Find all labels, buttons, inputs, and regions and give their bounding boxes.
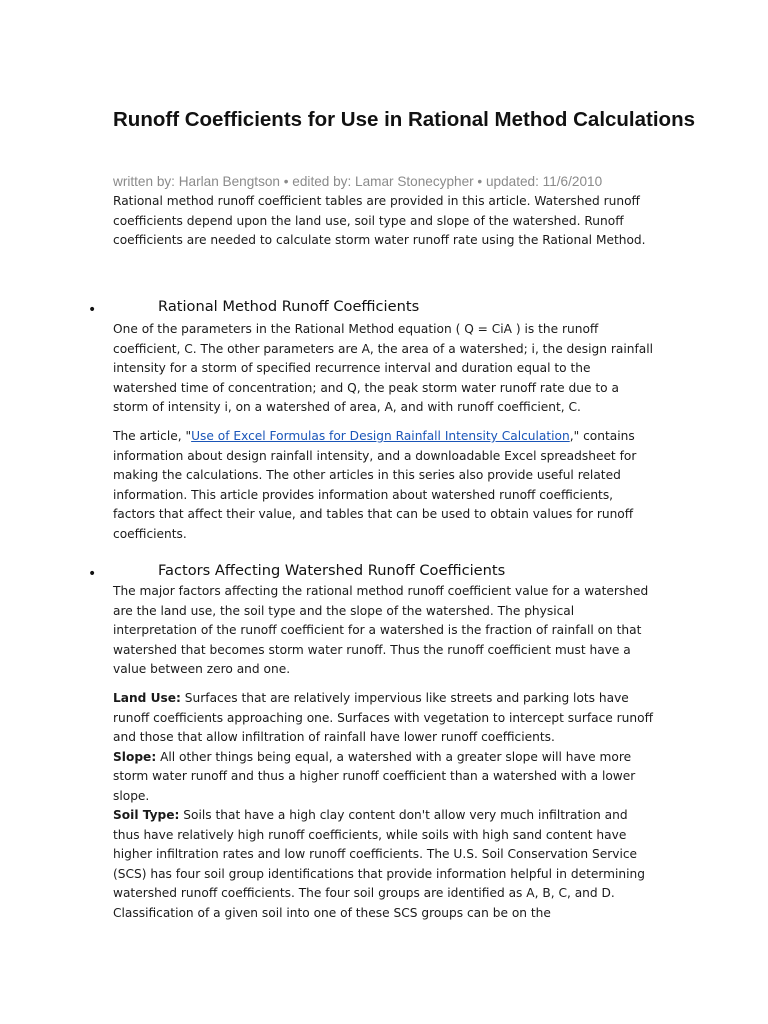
section-heading-rational-method: Rational Method Runoff Coefficients (158, 298, 420, 315)
paragraph-text: The article, " (113, 429, 192, 443)
soil-type-text: Soils that have a high clay content don't allow very much infiltration and thus have relatively high runoff coefficients, while soils with high sand content have higher infiltration rates and low runoff coefficients. The U.S. Soil Conservation Service (SCS) has four soil group identifications that provide information helpful in determining watershed runoff coefficients. The four soil groups are identified as A, B, C, and D. Classification of a given soil into one of these SCS groups can be on the (113, 808, 646, 920)
factor-details (113, 689, 658, 923)
section-bullet: • (88, 302, 97, 318)
section-paragraph: The major factors affecting the rational method runoff coefficient value for a watershed are the land use, the soil type and the slope of the watershed. The physical interpretation of the runoff coefficient for a watershed is the fraction of rainfall on that watershed that becomes storm water runoff. Thus the runoff coefficient must have a value between zero and one. (113, 584, 649, 676)
land-use-label: Land Use: (113, 691, 181, 705)
soil-type-label: Soil Type: (113, 808, 180, 822)
slope-label: Slope: (113, 749, 157, 764)
land-use-text: Surfaces that are relatively impervious like streets and parking lots have runoff coefficients approaching one. Surfaces with vegetation to intercept surface runoff and those that allow infiltration of rainfall have lower runoff coefficients. (113, 691, 653, 744)
paragraph-text: ," contains information about design rainfall intensity, and a downloadable Excel spreadsheet for making the calculations. The other articles in this series also provide useful related information. This article provides information about watershed runoff coefficients, factors that affect their value, and tables that can be used to obtain values for runoff coefficients. (113, 429, 637, 541)
section-paragraph: One of the parameters in the Rational Method equation ( Q = CiA ) is the runoff coefficient, C. The other parameters are A, the area of a watershed; i, the design rainfall intensity for a storm of specified recurrence interval and duration equal to the watershed time of concentration; and Q, the peak storm water runoff rate due to a storm of intensity i, on a watershed of area, A, and with runoff coefficient, C. (113, 322, 653, 414)
excel-formulas-article-link[interactable]: Use of Excel Formulas for Design Rainfall Intensity Calculation (191, 429, 570, 443)
article-intro: Rational method runoff coefficient tables are provided in this article. Watershed runoff coefficients depend upon the land use, soil type and slope of the watershed. Runoff coefficients are needed to calculate storm water runoff rate using the Rational Method. (113, 194, 646, 247)
section-bullet: • (88, 566, 97, 582)
article-title: Runoff Coefficients for Use in Rational Method Calculations (113, 108, 695, 131)
section-heading-factors: Factors Affecting Watershed Runoff Coefficients (158, 562, 506, 579)
section-paragraph (113, 427, 658, 544)
article-byline: written by: Harlan Bengtson • edited by: Lamar Stonecypher • updated: 11/6/2010 (113, 174, 603, 189)
slope-text: All other things being equal, a watershed with a greater slope will have more storm water runoff and thus a higher runoff coefficient than a watershed with a lower slope. (113, 749, 636, 803)
